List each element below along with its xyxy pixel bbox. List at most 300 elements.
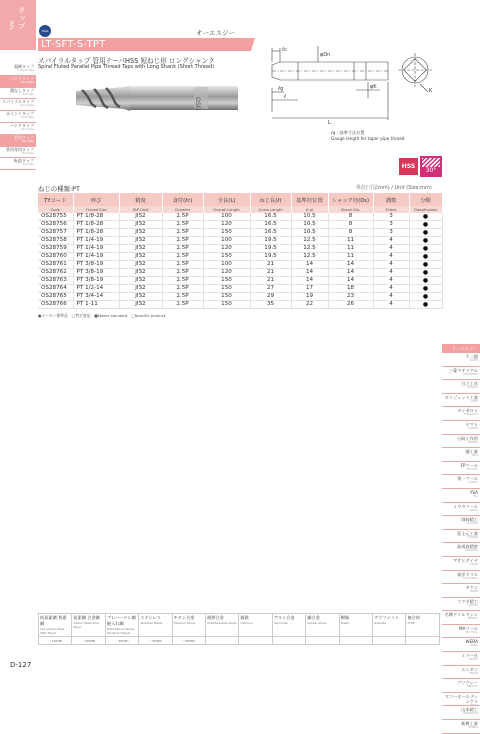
index-item[interactable]: [442, 421, 480, 435]
table-cell: 14: [328, 277, 373, 285]
material-cell: [239, 614, 272, 637]
table-cell: JIS2: [119, 285, 162, 293]
table-cell: 100: [203, 213, 250, 221]
column-header: 食付(ℓc): [162, 193, 203, 206]
index-label: ダイジェット工業: [444, 394, 478, 400]
index-label-en: NIKKEN: [468, 440, 478, 444]
table-cell: 4: [373, 245, 409, 253]
table-cell: ●: [409, 269, 442, 277]
material-cell: [373, 614, 406, 637]
index-label-en: IWATA: [470, 508, 478, 512]
table-row: [38, 261, 442, 269]
material-rating: 〜120HB: [39, 637, 72, 645]
table-cell: 3: [373, 213, 409, 221]
table-cell: 4: [373, 253, 409, 261]
table-cell: 100: [203, 237, 250, 245]
section-tab-title: タップ: [17, 6, 26, 30]
label-l: ℓ: [284, 94, 287, 100]
material-label-en: Plastic: [340, 621, 350, 625]
table-cell: OS28755: [38, 213, 73, 221]
material-label: グラファイト: [374, 615, 400, 620]
material-cell: [339, 614, 372, 637]
table-cell: 11: [328, 245, 373, 253]
table-cell: PT 1/4-19: [73, 237, 119, 245]
index-item[interactable]: [442, 489, 480, 503]
table-row: [38, 269, 442, 277]
side-nav-item[interactable]: [0, 88, 36, 100]
material-label-en: Graphite: [374, 621, 387, 625]
table-cell: 10.5: [291, 213, 328, 221]
side-nav-item[interactable]: [0, 158, 36, 170]
table-cell: 26: [328, 301, 373, 309]
table-cell: PT 1/8-28: [73, 229, 119, 237]
material-table: [38, 613, 440, 645]
table-cell: PT 3/8-19: [73, 269, 119, 277]
svg-text:OSG: OSG: [194, 97, 201, 111]
material-rating: [406, 637, 440, 645]
table-header-en: [38, 206, 442, 213]
table-cell: 120: [203, 221, 250, 229]
tool-photo: [74, 77, 240, 117]
table-cell: OS28757: [38, 229, 73, 237]
index-label-en: ASAHI: [470, 562, 478, 566]
side-nav-label: 管用専用タップ: [6, 146, 34, 152]
material-rating: [373, 637, 406, 645]
table-cell: ●: [409, 213, 442, 221]
table-cell: 14: [328, 261, 373, 269]
table-cell: JIS2: [119, 213, 162, 221]
table-cell: 16.5: [250, 213, 291, 221]
material-label: プレハードン鋼 焼入れ鋼: [106, 615, 136, 626]
index-label-en: YAMAMOTO: [462, 712, 478, 716]
table-cell: 14: [291, 269, 328, 277]
material-label-en: Low Carbon Steel (Mild Steel): [40, 627, 65, 635]
index-label-en: SHINKO: [468, 726, 478, 730]
index-item[interactable]: [442, 530, 480, 544]
index-item[interactable]: [442, 625, 480, 639]
material-label-en: Heat Resistant Alloys: [207, 621, 237, 625]
section-tab-subtitle: TAPS: [9, 20, 14, 30]
material-row: [39, 614, 440, 637]
index-item[interactable]: [442, 611, 480, 625]
product-desc-en: Spiral Fluted Parallel Pipe Thread Taps with Long Shank (Short Thread): [38, 64, 215, 70]
helix-icon: [422, 158, 440, 167]
material-label-en: Carbon Steel Alloy Steel: [73, 621, 100, 629]
index-item[interactable]: [442, 666, 480, 680]
index-label-en: FP TOOL: [467, 467, 478, 471]
table-cell: ●: [409, 229, 442, 237]
material-label: 複合材: [407, 615, 421, 620]
table-cell: 10.5: [291, 229, 328, 237]
table-cell: JIS2: [119, 277, 162, 285]
table-cell: JIS2: [119, 293, 162, 301]
hss-badge: HSS: [399, 158, 418, 175]
table-cell: ●: [409, 301, 442, 309]
table-cell: 4: [373, 237, 409, 245]
index-item[interactable]: [442, 435, 480, 449]
table-cell: 21: [250, 269, 291, 277]
side-nav-label: 溝なしタップ: [10, 87, 34, 93]
material-rating: [239, 637, 272, 645]
table-cell: 12.5: [291, 253, 328, 261]
table-cell: 2.5P: [162, 237, 203, 245]
index-item[interactable]: [442, 720, 480, 734]
side-nav-item[interactable]: [0, 135, 36, 147]
table-cell: 2.5P: [162, 285, 203, 293]
material-label-en: Cast Iron: [240, 621, 253, 625]
index-item[interactable]: [442, 543, 480, 557]
index-label: 富士元工業: [457, 530, 478, 536]
table-cell: PT 1/2-14: [73, 285, 119, 293]
table-cell: 19: [291, 293, 328, 301]
index-label: 三菱マテリアル: [448, 367, 478, 373]
table-cell: 2.5P: [162, 229, 203, 237]
column-header-en: Code: [38, 206, 73, 213]
table-cell: PT 1/4-19: [73, 253, 119, 261]
table-cell: ●: [409, 293, 442, 301]
table-cell: 12.5: [291, 245, 328, 253]
side-nav-item[interactable]: [0, 64, 36, 76]
table-cell: 2.5P: [162, 293, 203, 301]
index-item[interactable]: [442, 407, 480, 421]
brand-name: オーエスジー: [196, 29, 235, 37]
side-nav-label: ハンドタップ: [10, 75, 34, 81]
table-cell: 120: [203, 245, 250, 253]
index-label: 日研工作所: [457, 435, 478, 441]
column-header-en: Flutes: [373, 206, 409, 213]
index-label-en: FUJIGEN: [467, 535, 478, 539]
dimension-drawing: [258, 40, 440, 126]
table-cell: JIS2: [119, 253, 162, 261]
index-label: ブリクレー: [457, 680, 478, 686]
side-nav-item[interactable]: [0, 111, 36, 123]
table-cell: JIS2: [119, 261, 162, 269]
table-cell: 14: [328, 269, 373, 277]
column-header-en: (ℓ g): [291, 206, 328, 213]
table-cell: 19.5: [250, 253, 291, 261]
column-header: TYコード: [38, 193, 73, 206]
table-cell: 2.5P: [162, 277, 203, 285]
side-nav-item[interactable]: [0, 123, 36, 135]
material-label: 炭素鋼 合金鋼: [73, 615, 100, 620]
material-label: 耐熱合金: [207, 615, 224, 620]
index-label: フクダ精工: [457, 598, 478, 604]
unit-note: 単位(寸法mm) / Unit (Size:mm): [356, 185, 432, 191]
index-item[interactable]: [442, 462, 480, 476]
table-cell: JIS2: [119, 301, 162, 309]
table-row: [38, 293, 442, 301]
table-cell: 150: [203, 293, 250, 301]
table-cell: ●: [409, 285, 442, 293]
column-header-en: Chamfer: [162, 206, 203, 213]
table-cell: OS28762: [38, 269, 73, 277]
table-cell: JIS2: [119, 221, 162, 229]
index-label: イワタツール: [453, 503, 478, 509]
side-nav-label: ハンドタップ: [10, 122, 34, 128]
label-L: L: [328, 120, 331, 126]
column-header: 精度: [119, 193, 162, 206]
side-nav-label-en: Point Taps: [20, 116, 34, 120]
side-nav-label-en: Hand Taps: [20, 127, 34, 131]
index-item[interactable]: [442, 693, 480, 707]
product-title: LT-SFT-S-TPT: [38, 38, 251, 51]
spec-table: [38, 193, 443, 309]
index-item[interactable]: [442, 571, 480, 585]
table-cell: PT 3/8-19: [73, 277, 119, 285]
label-dk: φK: [370, 84, 377, 90]
table-cell: PT 1/8-28: [73, 221, 119, 229]
index-label: MAツール: [459, 625, 478, 631]
index-label: 名興ドリルマシン: [444, 612, 478, 618]
table-cell: 2.5P: [162, 301, 203, 309]
table-cell: 21: [250, 277, 291, 285]
table-cell: OS28760: [38, 253, 73, 261]
product-desc-ja: スパイラルタップ 管用テーパHSS 短ねじ形 ロングシャンク: [38, 57, 215, 65]
table-cell: 3: [373, 229, 409, 237]
index-item[interactable]: [442, 638, 480, 652]
index-label-en: MILLER: [468, 658, 478, 662]
table-cell: OS28758: [38, 237, 73, 245]
table-cell: 2.5P: [162, 213, 203, 221]
table-cell: 150: [203, 253, 250, 261]
table-cell: 16.5: [250, 221, 291, 229]
index-label-en: IZAR: [471, 454, 478, 458]
index-label-en: TOYO DRILL: [462, 576, 478, 580]
table-cell: PT 1/8-28: [73, 213, 119, 221]
material-cell: [272, 614, 305, 637]
table-cell: ●: [409, 261, 442, 269]
table-cell: 4: [373, 285, 409, 293]
index-label-en: DIJET: [471, 399, 478, 403]
table-cell: 14: [291, 277, 328, 285]
index-label: 不二越: [465, 354, 478, 359]
table-cell: 150: [203, 301, 250, 309]
index-item[interactable]: [442, 516, 480, 530]
table-cell: 4: [373, 277, 409, 285]
index-label: 岡崎精工: [461, 517, 478, 523]
table-cell: 16.5: [250, 229, 291, 237]
brand-logo: OSG: [39, 25, 51, 37]
table-cell: ●: [409, 277, 442, 285]
table-cell: 150: [203, 285, 250, 293]
side-nav-label: 超硬タップ: [14, 64, 34, 69]
thread-type-caption: ねじの種類:PT: [38, 185, 80, 193]
column-header-en: TAP Limit: [119, 206, 162, 213]
column-header-en: Overall Length: [203, 206, 250, 213]
index-item[interactable]: [442, 503, 480, 517]
index-label-en: DAIICHI: [468, 481, 478, 485]
index-head[interactable]: オーエスジー: [442, 344, 480, 353]
table-header-ja: [38, 193, 442, 206]
table-cell: 11: [328, 253, 373, 261]
material-cell: [39, 614, 72, 637]
material-label-en: CFRP: [407, 621, 415, 625]
index-label-en: HITACHI: [467, 386, 478, 390]
index-label-en: OKAZAKI: [466, 522, 478, 526]
column-header-en: Screw Length: [250, 206, 291, 213]
index-item[interactable]: [442, 394, 480, 408]
drawing-note-ja: ℓg : 基準寸法位置: [331, 130, 365, 135]
table-cell: 8: [328, 221, 373, 229]
index-label: YSA: [469, 489, 478, 495]
material-label: ステンレス: [140, 615, 161, 620]
table-cell: JIS2: [119, 229, 162, 237]
table-cell: 100: [203, 261, 250, 269]
index-label-en: BRIQLEY: [466, 685, 478, 689]
material-cell: [406, 614, 440, 637]
index-item[interactable]: [442, 679, 480, 693]
side-nav: [0, 64, 36, 170]
index-label: 新興工業: [461, 721, 478, 727]
material-label: 鋳鉄: [240, 615, 249, 620]
table-cell: 10.5: [291, 221, 328, 229]
side-nav-label: スパイラルタップ: [2, 99, 34, 105]
index-label: 第一ツール: [457, 476, 478, 482]
table-cell: 2.5P: [162, 245, 203, 253]
index-item[interactable]: [442, 652, 480, 666]
table-row: [38, 277, 442, 285]
label-lg: ℓg: [278, 86, 284, 92]
table-cell: 8: [328, 229, 373, 237]
table-cell: 18: [328, 285, 373, 293]
index-label: 東洋ドリル: [457, 571, 478, 577]
material-rating: 〜35HRC: [105, 637, 138, 645]
table-cell: 2.5P: [162, 253, 203, 261]
side-nav-label-en: Roll Taps: [22, 92, 34, 96]
index-label: タンガロイ: [457, 408, 478, 414]
side-nav-label-en: Spiral Taps: [20, 104, 34, 108]
table-cell: PT 1-11: [73, 301, 119, 309]
index-label: ワコーホールディングス: [444, 693, 478, 704]
table-row: [38, 245, 442, 253]
index-item[interactable]: [442, 353, 480, 367]
label-k: K: [429, 88, 433, 94]
table-cell: 17: [291, 285, 328, 293]
page-number: D-127: [10, 661, 32, 669]
index-item[interactable]: [442, 557, 480, 571]
table-cell: 150: [203, 277, 250, 285]
table-cell: 27: [250, 285, 291, 293]
table-cell: 12.5: [291, 237, 328, 245]
side-nav-label-en: Pipe Taps: [21, 151, 34, 155]
index-label: ギケン: [465, 585, 478, 591]
table-cell: OS28763: [38, 277, 73, 285]
index-label-en: MEIKOH: [467, 617, 478, 621]
material-rating: [339, 637, 372, 645]
column-header: 呼び: [73, 193, 119, 206]
material-label: アルミ合金: [273, 615, 295, 620]
index-label: ミラー社: [461, 653, 478, 659]
material-label: チタン合金: [173, 615, 195, 620]
table-cell: 2.5P: [162, 221, 203, 229]
side-nav-label-en: Pipe Taps: [21, 139, 34, 143]
table-cell: 2.5P: [162, 269, 203, 277]
label-lc: ℓc: [282, 47, 287, 53]
label-dn: φDn: [320, 52, 331, 58]
table-cell: 8: [328, 213, 373, 221]
material-label: 樹脂: [340, 615, 350, 620]
table-cell: JIS2: [119, 269, 162, 277]
table-cell: OS28765: [38, 293, 73, 301]
index-label-en: YAMATO: [467, 426, 478, 430]
material-cell: [206, 614, 239, 637]
material-rating: [306, 637, 339, 645]
section-tab: [0, 0, 36, 50]
side-nav-item[interactable]: [0, 99, 36, 111]
index-label-en: GIKEN: [469, 590, 478, 594]
material-rating: 〜55HRC: [172, 637, 205, 645]
table-cell: 120: [203, 269, 250, 277]
table-cell: OS28761: [38, 261, 73, 269]
index-label-en: TUNGALOY: [463, 413, 478, 417]
index-item[interactable]: [442, 598, 480, 612]
index-item[interactable]: [442, 584, 480, 598]
side-nav-item[interactable]: [0, 76, 36, 88]
material-label-en: Stainless Steels: [140, 621, 163, 625]
table-row: [38, 221, 442, 229]
table-legend: ●メーカー標準品 □特定商品 ■Maker standard □Specific product: [38, 313, 166, 318]
manufacturer-index: [442, 344, 480, 734]
material-rating: 〜300HB: [72, 637, 105, 645]
material-cell: [172, 614, 205, 637]
material-label-en: Copper Alloys: [307, 621, 327, 625]
column-header: シャンク径(Ds): [328, 193, 373, 206]
helix-angle-label: 30°: [425, 167, 437, 174]
index-item[interactable]: [442, 367, 480, 381]
table-row: [38, 301, 442, 309]
material-rating: [206, 637, 239, 645]
column-header: ねじ長(ℓ): [250, 193, 291, 206]
material-label-en: Titanium Alloys: [173, 621, 196, 625]
helix-angle-badge: [420, 156, 442, 177]
index-label: ヤマト: [465, 421, 478, 427]
side-nav-label-en: Carbide Taps: [17, 69, 34, 72]
drawing-note-en: Gauge length for taper pipe thread: [331, 136, 405, 141]
side-nav-label-en: Hand Taps: [20, 80, 34, 84]
index-label-en: WEBA: [470, 644, 478, 648]
material-label: 低炭素鋼 普通鋼: [40, 615, 67, 626]
index-label-en: MITSUBISHI: [462, 372, 478, 376]
index-label: 山本精工: [461, 707, 478, 713]
index-label: 彌工業: [465, 449, 478, 455]
table-cell: OS28756: [38, 221, 73, 229]
index-label-en: MA TOOL: [466, 630, 478, 634]
index-item[interactable]: [442, 380, 480, 394]
table-cell: 22: [291, 301, 328, 309]
table-cell: OS28764: [38, 285, 73, 293]
table-cell: 4: [373, 301, 409, 309]
table-cell: 4: [373, 269, 409, 277]
index-item[interactable]: [442, 475, 480, 489]
index-label: WEBA: [465, 639, 478, 645]
material-cell: [72, 614, 105, 637]
side-nav-item[interactable]: [0, 147, 36, 159]
table-cell: PT 3/4-14: [73, 293, 119, 301]
column-header: 分類: [409, 193, 442, 206]
drawing-note: [331, 130, 404, 142]
column-header-en: Classification: [409, 206, 442, 213]
table-row: [38, 285, 442, 293]
side-nav-label: 転造タップ: [14, 158, 34, 164]
side-nav-label-en: Roll Taps: [22, 163, 34, 167]
index-label-en: WAKO: [470, 703, 478, 707]
material-label: 銅合金: [307, 615, 320, 620]
index-item[interactable]: [442, 448, 480, 462]
table-cell: OS28759: [38, 245, 73, 253]
table-row: [38, 237, 442, 245]
table-cell: ●: [409, 245, 442, 253]
material-rating-row: [39, 637, 440, 645]
